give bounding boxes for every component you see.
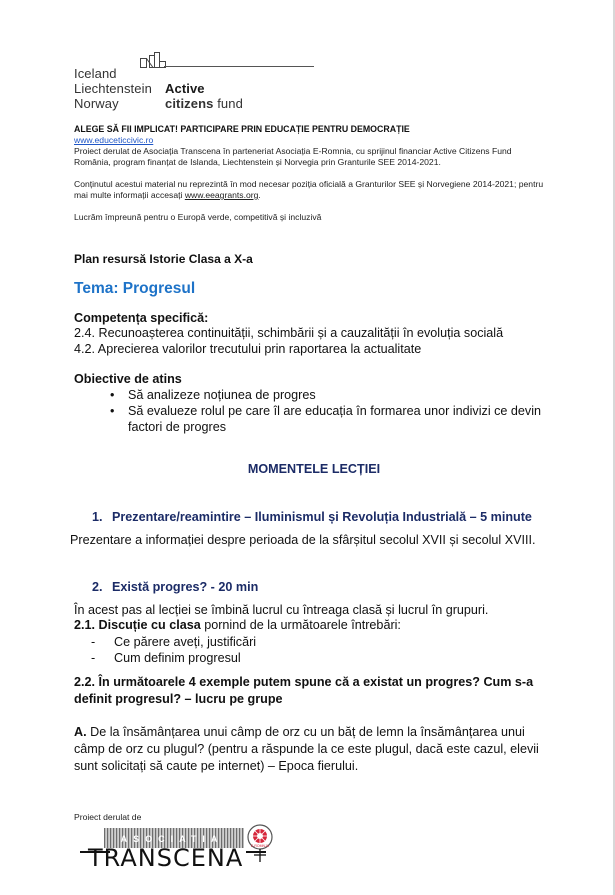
project-intro	[74, 124, 544, 223]
step-2-1-rest: pornind de la următoarele întrebări:	[200, 618, 401, 632]
competence-item: 2.4. Recunoașterea continuității, schimbării și a cauzalității în evoluția socială	[74, 326, 504, 340]
logo-fund: fund	[213, 96, 243, 111]
competence-item: 4.2. Aprecierea valorilor trecutului prin raportarea la actualitate	[74, 341, 422, 356]
step-2-title: Există progres? - 20 min	[112, 579, 259, 594]
eeagrants-link[interactable]: www.eeagrants.org	[184, 190, 259, 200]
step-2-1-label: 2.1. Discuție cu clasa	[74, 618, 201, 632]
step-1-number: 1.	[92, 510, 103, 524]
step-2-heading	[74, 579, 554, 595]
step-1-text: Prezentare a informației despre perioada de la sfârșitul secolul XVII și secolul XVIII.	[70, 533, 536, 547]
objectives-list	[74, 387, 554, 435]
theme-heading: Tema: Progresul	[74, 280, 196, 297]
transcena-logo-graphic	[80, 822, 300, 877]
website-link[interactable]: www.educeticcivic.ro	[74, 135, 154, 145]
logo-active: Active	[165, 81, 205, 96]
motto: Lucrăm împreună pentru o Europă verde, competitivă și incluzivă	[74, 212, 322, 222]
step-1-title: Prezentare/reamintire – Iluminismul și Revoluția Industrială – 5 minute	[112, 510, 532, 524]
step-2-number: 2.	[92, 579, 103, 594]
objectives-heading: Obiective de atins	[74, 372, 182, 386]
objective-item: • Să evalueze rolul pe care îl are educația în formarea unor indivizi ce devin factori de progres	[110, 403, 554, 435]
logo-citizens: citizens	[165, 96, 214, 111]
logo-country-liechtenstein: Liechtenstein	[74, 81, 152, 96]
project-description: Proiect derulat de Asociația Transcena în parteneriat Asociația E-Romnia, cu sprijinul financiar Active Citizens Fund România, program finanțat de Islanda, Liechtenstein și Norvegia prin Granturile SEE 2014-2021.	[74, 146, 512, 167]
step-2-2-heading: 2.2. În următoarele 4 exemple putem spune că a existat un progres? Cum s-a definit progresul? – lucru pe grupe	[74, 674, 534, 706]
active-citizens-fund-logo	[74, 52, 244, 110]
disclaimer	[74, 179, 544, 201]
disclaimer-text: Conținutul acestui material nu reprezintă în mod necesar poziția oficială a Granturilor SEE și Norvegiene 2014-2021; pentru mai multe informații accesați	[74, 179, 544, 200]
logo-citizens-fund	[165, 96, 243, 111]
discussion-questions	[74, 634, 554, 666]
project-title: ALEGE SĂ FII IMPLICAT! PARTICIPARE PRIN EDUCAȚIE PENTRU DEMOCRAȚIE	[74, 124, 410, 134]
competence-heading: Competența specifică:	[74, 311, 209, 325]
lesson-plan-content	[70, 251, 554, 775]
transcena-logo	[80, 822, 300, 877]
logo-country-norway: Norway	[74, 96, 119, 111]
objective-item: • Să analizeze noțiunea de progres	[110, 387, 554, 403]
disclaimer-end: .	[258, 190, 261, 200]
discussion-question: - Cum definim progresul	[91, 650, 554, 666]
footer-label: Proiect derulat de	[74, 812, 142, 822]
example-a-text: De la însămânțarea unui câmp de orz cu un băț de lemn la însămânțarea unui câmp de orz cu plugul? (pentru a răspunde la ce este plugul, dacă este cazul, elevii sunt solicitați să caute pe internet) – Epoca fierului.	[74, 724, 539, 773]
discussion-question: - Ce părere aveți, justificări	[91, 634, 554, 650]
lesson-moments-heading: MOMENTELE LECȚIEI	[247, 462, 381, 476]
logo-country-iceland: Iceland	[74, 66, 117, 81]
logo-rule	[164, 66, 314, 67]
logo-asociatia-text: ASOCIATIA	[120, 834, 224, 844]
logo-transcena-text: TRANSCENA	[88, 844, 244, 872]
step-2-1-line	[74, 618, 554, 634]
example-a	[74, 724, 554, 775]
example-a-label: A.	[74, 724, 87, 739]
partner-logo-text: E-ROMNJA	[250, 844, 270, 848]
plan-title: Plan resursă Istorie Clasa a X-a	[74, 252, 253, 266]
step-2-intro: În acest pas al lecției se îmbină lucrul cu întreaga clasă și lucrul în grupuri.	[74, 602, 489, 617]
step-1-heading	[74, 509, 554, 525]
